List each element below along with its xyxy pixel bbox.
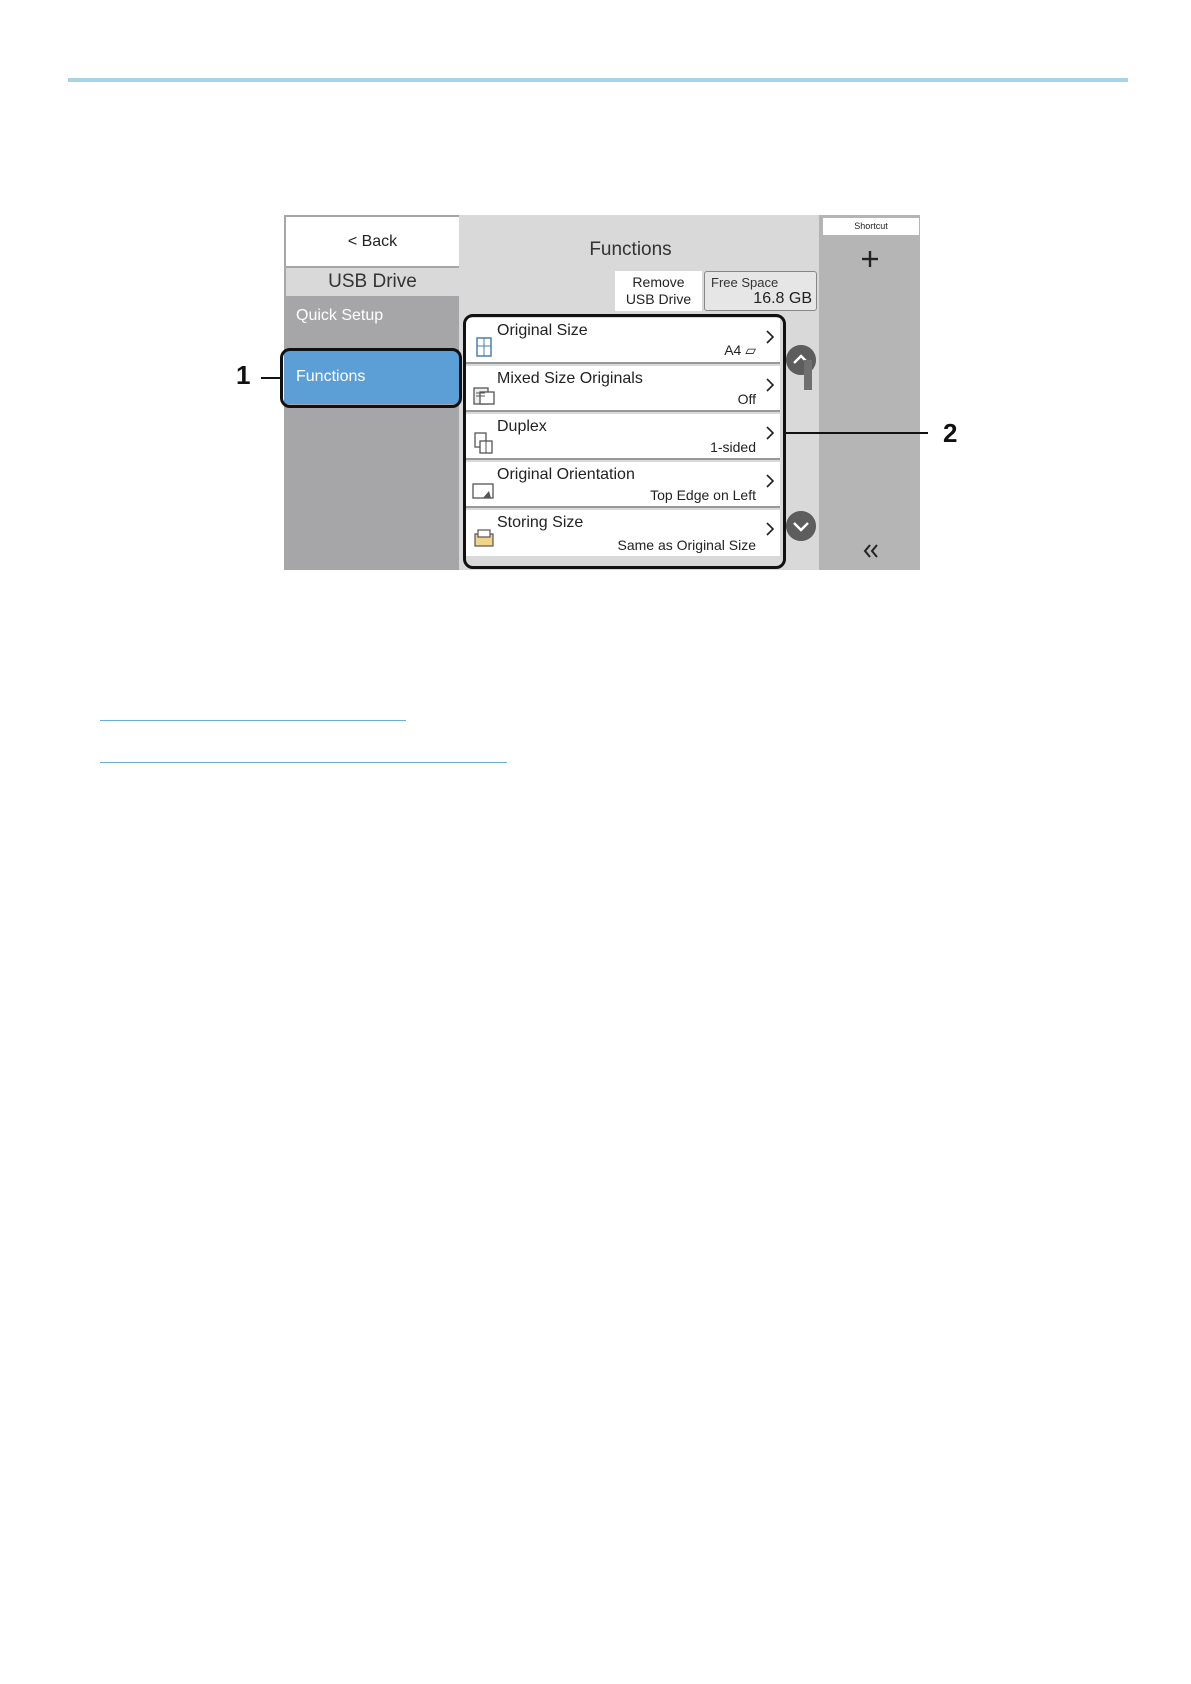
shortcut-panel	[819, 215, 920, 570]
row-value: 1-sided	[710, 439, 756, 455]
plus-icon[interactable]	[859, 248, 881, 270]
row-label: Original Orientation	[497, 466, 635, 483]
remove-label-line2: USB Drive	[625, 291, 692, 307]
callout-2-leader	[786, 432, 928, 434]
free-space-label: Free Space	[711, 275, 779, 290]
callout-2-number: 2	[943, 418, 958, 448]
row-value: Top Edge on Left	[650, 487, 756, 503]
link-underline	[100, 720, 406, 721]
callout-1-number: 1	[236, 360, 251, 390]
free-space-value: 16.8 GB	[753, 290, 812, 307]
scrollbar[interactable]	[804, 360, 812, 390]
top-rule	[68, 78, 1128, 82]
panel-title: Functions	[589, 239, 672, 260]
menu-item-functions-label: Functions	[296, 367, 366, 385]
shortcut-tab[interactable]: Shortcut	[823, 218, 919, 235]
back-button[interactable]: < Back	[286, 217, 459, 266]
row-value: Same as Original Size	[617, 537, 756, 553]
remove-label-line1: Remove	[632, 274, 685, 290]
double-chevron-left-icon[interactable]	[863, 543, 879, 559]
scroll-down-icon[interactable]	[786, 511, 816, 541]
callout-1-box	[280, 348, 462, 408]
link-underline	[100, 762, 507, 763]
usb-drive-title: USB Drive	[286, 268, 459, 296]
row-label: Mixed Size Originals	[497, 370, 643, 387]
free-space-display	[704, 271, 817, 311]
row-label: Storing Size	[497, 514, 584, 531]
callout-2-box	[463, 314, 786, 569]
row-label: Duplex	[497, 418, 547, 435]
menu-item-quick-setup[interactable]: Quick Setup	[296, 307, 384, 324]
row-value: A4 ▱	[724, 342, 756, 358]
row-label: Original Size	[497, 322, 588, 339]
remove-usb-drive-button[interactable]	[615, 271, 702, 311]
row-value: Off	[737, 391, 756, 407]
callout-1-leader	[261, 377, 280, 379]
